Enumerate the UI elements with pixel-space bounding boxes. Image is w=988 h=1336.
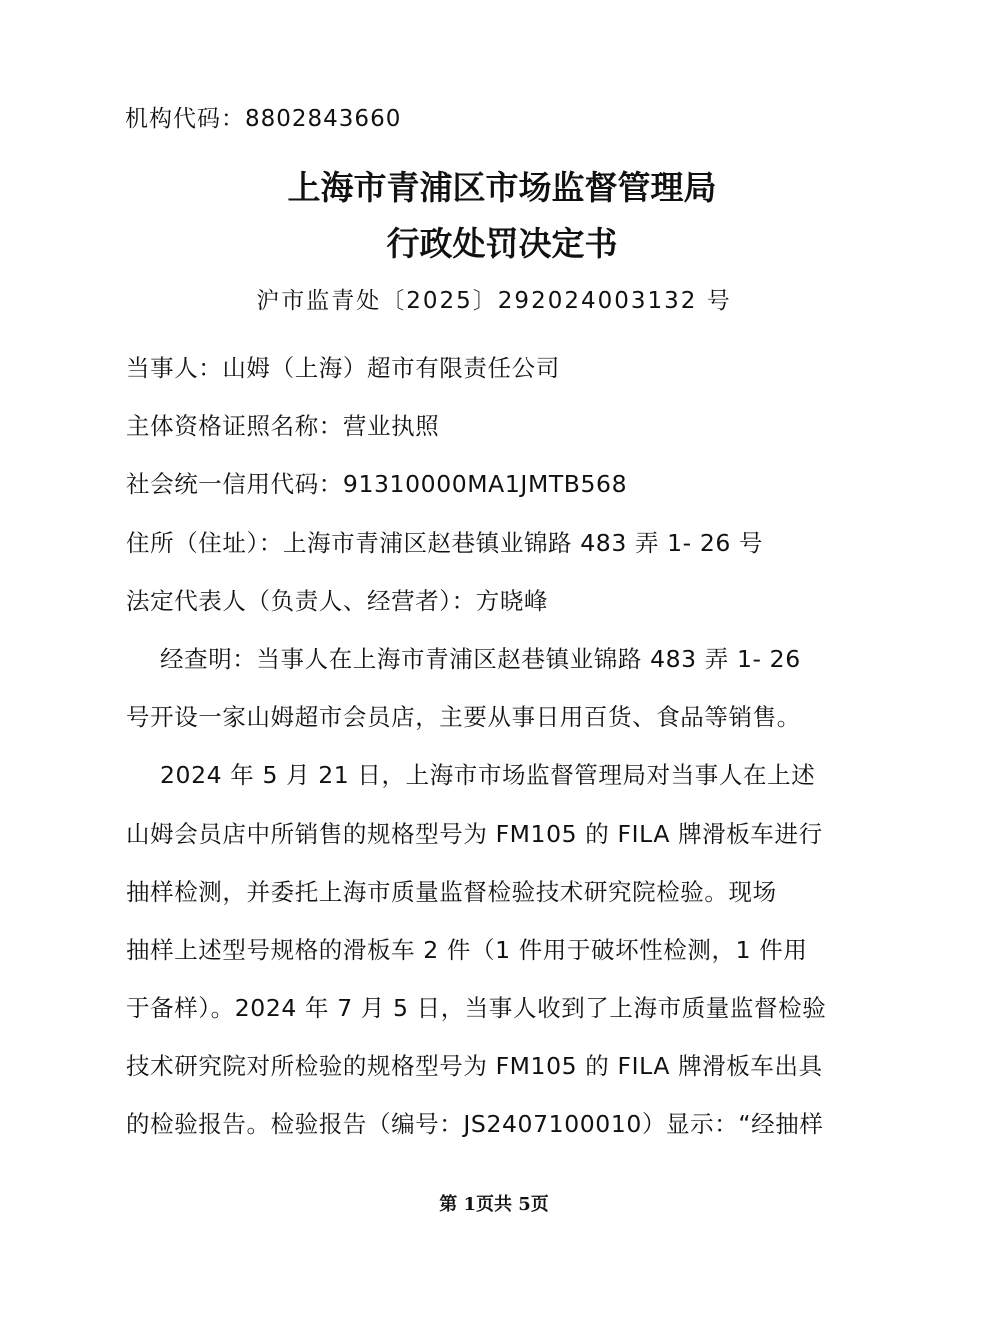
body-line: 经查明：当事人在上海市青浦区赵巷镇业锦路 483 弄 1- 26 — [160, 644, 801, 673]
body-line: 住所（住址）：上海市青浦区赵巷镇业锦路 483 弄 1- 26 号 — [126, 528, 764, 557]
body-line: 山姆会员店中所销售的规格型号为 FM105 的 FILA 牌滑板车进行 — [126, 819, 823, 848]
document-title-type: 行政处罚决定书 — [386, 224, 618, 263]
body-line: 的检验报告。检验报告（编号：JS2407100010）显示：“经抽样 — [126, 1110, 824, 1139]
body-line: 抽样检测，并委托上海市质量监督检验技术研究院检验。现场 — [126, 877, 777, 906]
body-line: 抽样上述型号规格的滑板车 2 件（1 件用于破坏性检测，1 件用 — [126, 935, 808, 964]
body-line: 主体资格证照名称：营业执照 — [126, 412, 440, 441]
document-number: 沪市监青处〔2025〕292024003132 号 — [256, 288, 732, 314]
body-line: 当事人：山姆（上海）超市有限责任公司 — [126, 354, 560, 382]
page-number: 第 1页共 5页 — [439, 1194, 549, 1215]
org-code: 机构代码：8802843660 — [125, 106, 402, 132]
body-line: 法定代表人（负责人、经营者）：方晓峰 — [126, 586, 549, 615]
body-line: 社会统一信用代码：91310000MA1JMTB568 — [126, 470, 628, 499]
document-title-agency: 上海市青浦区市场监督管理局 — [287, 168, 717, 207]
body-line: 技术研究院对所检验的规格型号为 FM105 的 FILA 牌滑板车出具 — [126, 1052, 823, 1081]
body-line: 2024 年 5 月 21 日，上海市市场监督管理局对当事人在上述 — [160, 761, 816, 790]
body-line: 于备样）。2024 年 7 月 5 日，当事人收到了上海市质量监督检验 — [126, 994, 827, 1023]
document-body — [126, 348, 866, 1163]
body-line: 号开设一家山姆超市会员店，主要从事日用百货、食品等销售。 — [126, 703, 801, 732]
